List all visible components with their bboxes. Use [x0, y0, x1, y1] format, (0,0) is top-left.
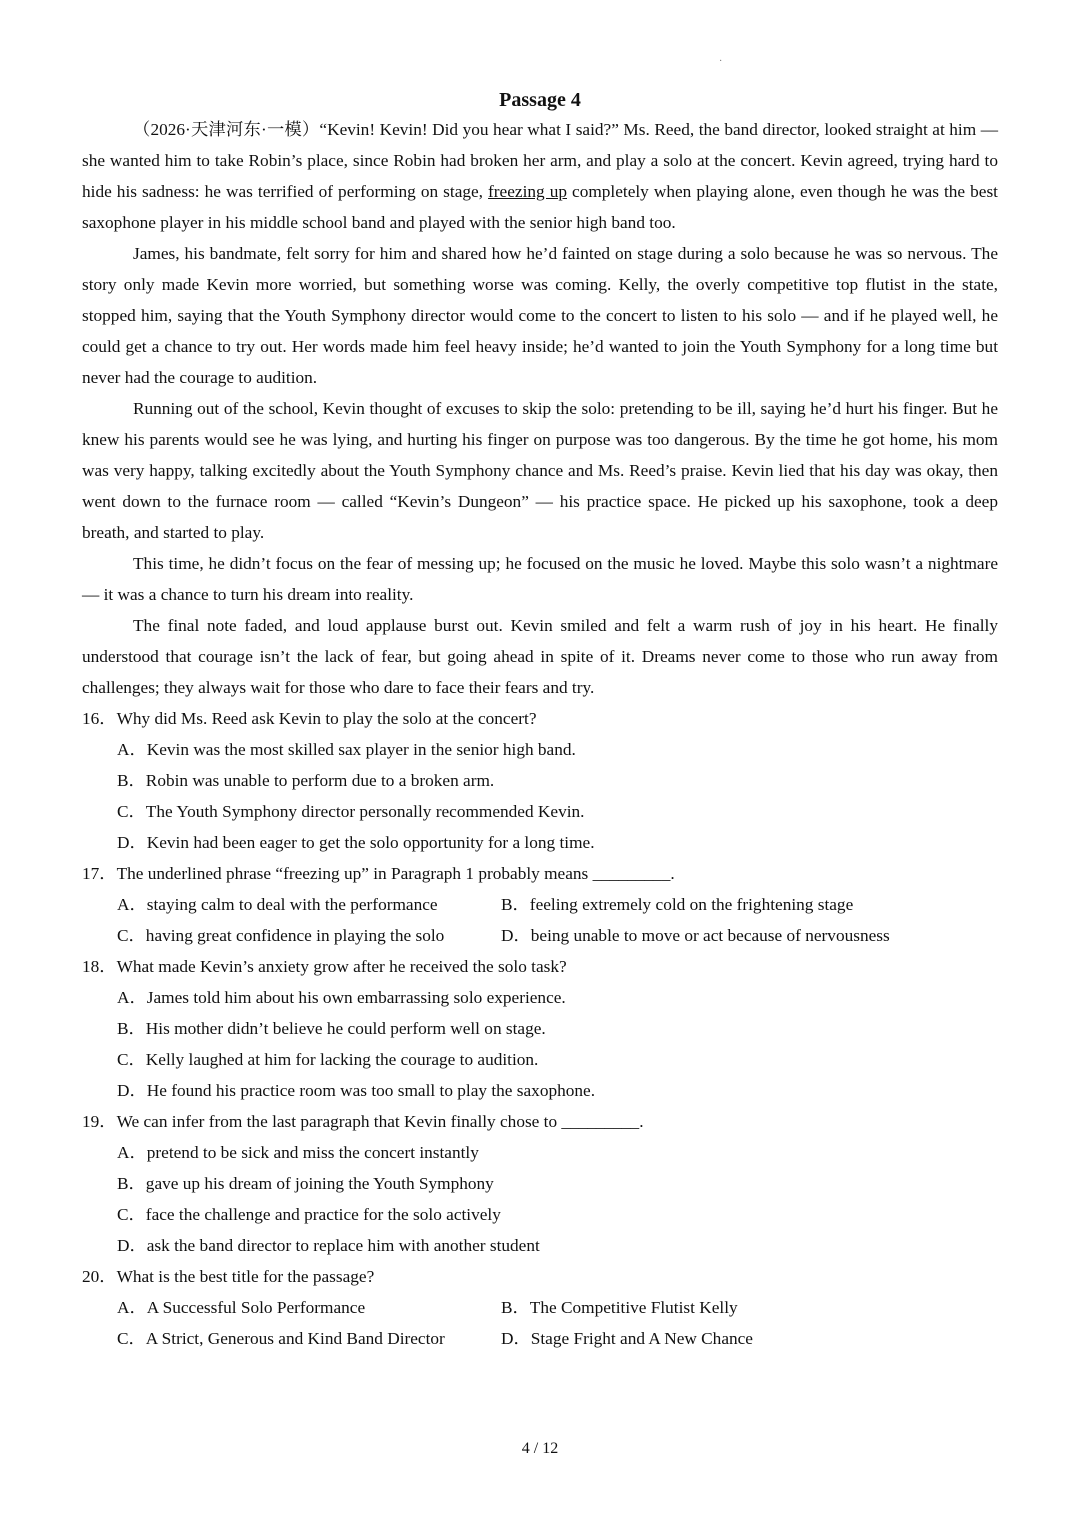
question-stem: 20．What is the best title for the passage?	[82, 1267, 375, 1286]
question-stem: 18．What made Kevin’s anxiety grow after he received the solo task?	[82, 957, 567, 976]
passage-body	[82, 114, 998, 1354]
paragraph-3: Running out of the school, Kevin thought of excuses to skip the solo: pretending to be ill, saying he’d hurt his finger. But he knew his parents would see he was lying, and hurting his finger on purpose was too dangerous. By the time he got home, his mom was very happy, talking excitedly about the Youth Symphony chance and Ms. Reed’s praise. Kevin lied that his day was okay, then went down to the furnace room — called “Kevin’s Dungeon” — his practice space. He picked up his saxophone, took a deep breath, and started to play.	[82, 399, 998, 542]
option-d: D．Stage Fright and A New Chance	[501, 1329, 753, 1348]
option-d: D．He found his practice room was too small to play the saxophone.	[117, 1081, 596, 1100]
option-d: D．ask the band director to replace him with another student	[117, 1236, 540, 1255]
option-a: A．staying calm to deal with the performance	[117, 895, 438, 914]
option-d: D．being unable to move or act because of nervousness	[501, 926, 890, 945]
option-c: C．The Youth Symphony director personally recommended Kevin.	[117, 802, 585, 821]
option-a: A．Kevin was the most skilled sax player in the senior high band.	[117, 740, 576, 759]
paragraph-4: This time, he didn’t focus on the fear of messing up; he focused on the music he loved. Maybe this solo wasn’t a nightmare — it was a chance to turn his dream into reality.	[82, 554, 998, 604]
passage-title: Passage 4	[499, 89, 581, 111]
question-stem: 17．The underlined phrase “freezing up” in Paragraph 1 probably means _________.	[82, 864, 675, 883]
option-b: B．His mother didn’t believe he could perform well on stage.	[117, 1019, 546, 1038]
option-a: A．pretend to be sick and miss the concert instantly	[117, 1143, 479, 1162]
question-stem: 19．We can infer from the last paragraph that Kevin finally chose to _________.	[82, 1112, 644, 1131]
option-b: B．Robin was unable to perform due to a broken arm.	[117, 771, 495, 790]
question-16	[82, 703, 998, 858]
question-stem: 16．Why did Ms. Reed ask Kevin to play the solo at the concert?	[82, 709, 537, 728]
option-c: C．face the challenge and practice for the solo actively	[117, 1205, 501, 1224]
paragraph-1	[82, 114, 998, 238]
question-19	[82, 1106, 998, 1261]
option-row	[117, 1323, 998, 1354]
option-a: A．James told him about his own embarrassing solo experience.	[117, 988, 566, 1007]
paragraph-2: James, his bandmate, felt sorry for him and shared how he’d fainted on stage during a solo because he was so nervous. The story only made Kevin more worried, but something worse was coming. Kelly, the overly competitive top flutist in the state, stopped him, saying that the Youth Symphony director would come to the concert to listen to his solo — and if he played well, he could get a chance to try out. Her words made him feel heavy inside; he’d wanted to join the Youth Symphony for a long time but never had the courage to audition.	[82, 244, 998, 387]
underlined-phrase: freezing up	[488, 182, 567, 201]
option-c: C．A Strict, Generous and Kind Band Director	[117, 1329, 445, 1348]
paragraph-1-end: completely when playing alone, even though he was the best saxophone player in his middle school band and played with the senior high band too.	[82, 182, 998, 232]
option-row	[117, 889, 998, 920]
option-c: C．Kelly laughed at him for lacking the courage to audition.	[117, 1050, 539, 1069]
option-b: B．The Competitive Flutist Kelly	[501, 1298, 738, 1317]
paragraph-5: The final note faded, and loud applause burst out. Kevin smiled and felt a warm rush of joy in his heart. He finally understood that courage isn’t the lack of fear, but going ahead in spite of it. Dreams never come to those who run away from challenges; they always wait for those who dare to face their fears and try.	[82, 616, 998, 697]
paragraph-1-start: （2026·天津河东·一模）“Kevin! Kevin! Did you hear what I said?” Ms. Reed, the band director, looked straight at him — she wanted him to take Robin’s place, since Robin had broken her arm, and play a solo at the concert. Kevin agreed, trying hard to hide his sadness: he was terrified of performing on stage,	[82, 120, 998, 201]
option-d: D．Kevin had been eager to get the solo opportunity for a long time.	[117, 833, 595, 852]
option-row	[117, 1292, 998, 1323]
option-row	[117, 920, 998, 951]
header-mark: ·	[719, 56, 723, 67]
option-b: B．gave up his dream of joining the Youth Symphony	[117, 1174, 494, 1193]
option-a: A．A Successful Solo Performance	[117, 1298, 366, 1317]
page-number: 4 / 12	[521, 1440, 559, 1457]
question-18	[82, 951, 998, 1106]
question-20	[82, 1261, 998, 1354]
question-17	[82, 858, 998, 951]
option-b: B．feeling extremely cold on the frightening stage	[501, 895, 854, 914]
option-c: C．having great confidence in playing the solo	[117, 926, 445, 945]
